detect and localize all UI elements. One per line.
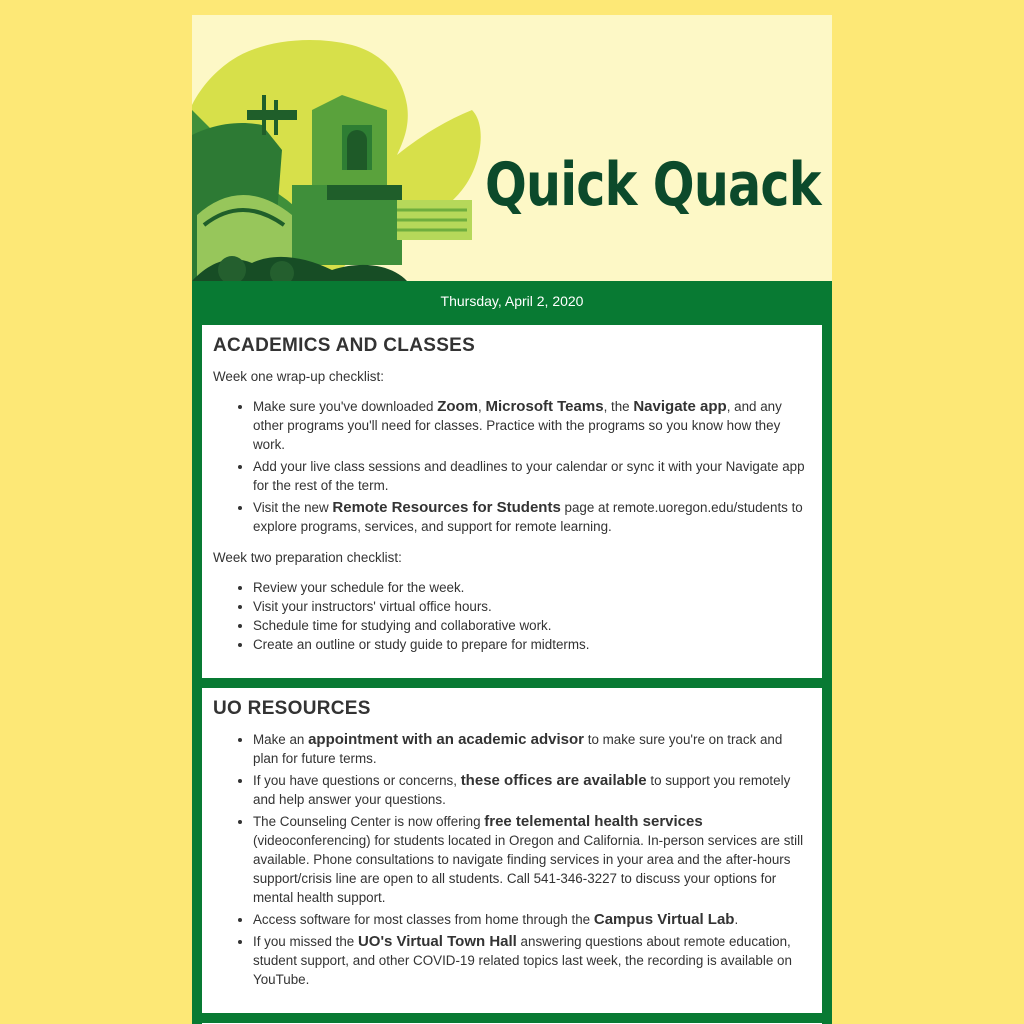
newsletter-email <box>192 15 832 1024</box>
link-text[interactable]: Zoom <box>437 398 479 415</box>
link-text[interactable]: appointment with an academic advisor <box>308 731 584 748</box>
list-item: • Schedule time for studying and collaborative work. <box>253 616 811 635</box>
link-text[interactable]: Microsoft Teams <box>485 398 604 415</box>
issue-date: Thursday, April 2, 2020 <box>440 293 584 309</box>
week-two-checklist <box>213 578 811 654</box>
link-text[interactable]: these offices are available <box>460 772 647 789</box>
resources-heading: UO RESOURCES <box>213 698 371 719</box>
uo-resources-section <box>202 688 822 1013</box>
link-text[interactable]: UO's Virtual Town Hall <box>357 933 517 950</box>
week-one-intro: Week one wrap-up checklist: <box>213 369 384 384</box>
list-item: • Create an outline or study guide to prepare for midterms. <box>253 635 811 654</box>
academics-heading: ACADEMICS AND CLASSES <box>213 335 476 356</box>
link-text[interactable]: Campus Virtual Lab <box>593 911 735 928</box>
list-item: • If you have questions or concerns, these offices are available to support you remotely and help answer your questions. <box>253 771 811 809</box>
list-item: • Review your schedule for the week. <box>253 578 811 597</box>
link-text[interactable]: free telemental health services <box>484 813 703 830</box>
campus-duck-illustration <box>192 15 492 281</box>
week-two-intro: Week two preparation checklist: <box>213 550 402 565</box>
academics-section <box>202 325 822 678</box>
list-item: • Access software for most classes from home through the Campus Virtual Lab. <box>253 910 811 929</box>
list-item: • The Counseling Center is now offering free telemental health services (videoconferencing) for students located in Oregon and California. In-person services are still available. Phone consultations to navigate finding services in your area and the after-hours support/crisis line are open to all students. Call 541-346-3227 to discuss your options for mental health support. <box>253 812 811 907</box>
newsletter-title: Quick Quack <box>485 150 821 220</box>
link-text[interactable]: Remote Resources for Students <box>332 499 561 516</box>
list-item: • Make sure you've downloaded Zoom, Microsoft Teams, the Navigate app, and any other programs you'll need for classes. Practice with the programs so you know how they work. <box>253 397 811 454</box>
week-one-checklist <box>213 397 811 536</box>
header-banner <box>192 15 832 281</box>
resources-list <box>213 730 811 989</box>
list-item: • Visit your instructors' virtual office hours. <box>253 597 811 616</box>
list-item: • If you missed the UO's Virtual Town Hall answering questions about remote education, student support, and other COVID-19 related topics last week, the recording is available on YouTube. <box>253 932 811 989</box>
list-item: • Add your live class sessions and deadlines to your calendar or sync it with your Navigate app for the rest of the term. <box>253 457 811 495</box>
link-text[interactable]: Navigate app <box>633 398 727 415</box>
list-item: • Make an appointment with an academic advisor to make sure you're on track and plan for future terms. <box>253 730 811 768</box>
list-item: • Visit the new Remote Resources for Students page at remote.uoregon.edu/students to explore programs, services, and support for remote learning. <box>253 498 811 536</box>
